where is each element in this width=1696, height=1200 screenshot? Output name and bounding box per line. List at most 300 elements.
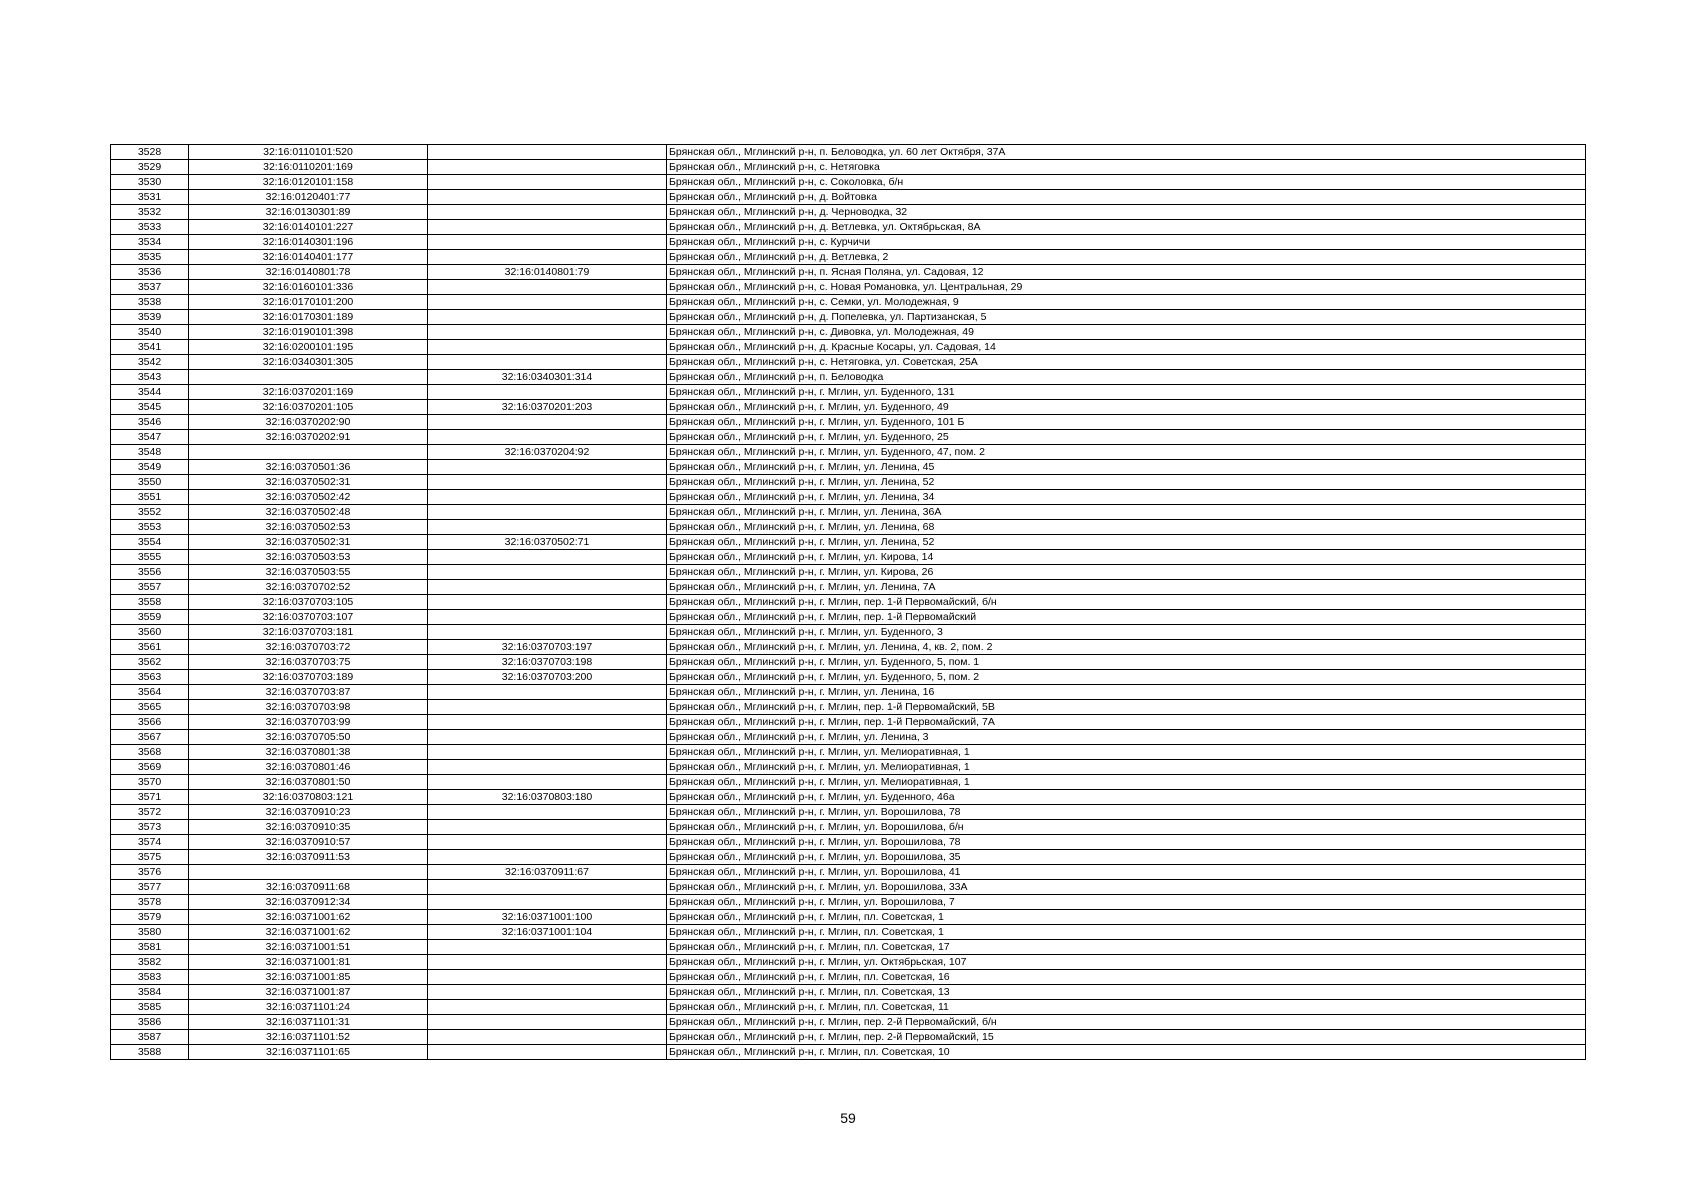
table-row (111, 1045, 1586, 1060)
cadastral-number-cell: 32:16:0140301:196 (189, 235, 428, 250)
address-cell: Брянская обл., Мглинский р-н, г. Мглин, ул. Буденного, 3 (667, 625, 1586, 640)
table-row (111, 415, 1586, 430)
address-cell: Брянская обл., Мглинский р-н, г. Мглин, ул. Ленина, 45 (667, 460, 1586, 475)
row-number-cell: 3554 (111, 535, 189, 550)
linked-cadastral-number-cell (428, 715, 667, 730)
table-row (111, 145, 1586, 160)
address-cell: Брянская обл., Мглинский р-н, г. Мглин, ул. Буденного, 49 (667, 400, 1586, 415)
cadastral-number-cell: 32:16:0200101:195 (189, 340, 428, 355)
table-row (111, 790, 1586, 805)
table-row (111, 430, 1586, 445)
address-cell: Брянская обл., Мглинский р-н, с. Нетяговка (667, 160, 1586, 175)
row-number-cell: 3562 (111, 655, 189, 670)
table-row (111, 640, 1586, 655)
cadastral-number-cell: 32:16:0370703:107 (189, 610, 428, 625)
linked-cadastral-number-cell (428, 430, 667, 445)
row-number-cell: 3577 (111, 880, 189, 895)
table-row (111, 985, 1586, 1000)
table-row (111, 220, 1586, 235)
cadastral-number-cell (189, 370, 428, 385)
table-row (111, 655, 1586, 670)
linked-cadastral-number-cell (428, 190, 667, 205)
table-row (111, 490, 1586, 505)
linked-cadastral-number-cell (428, 340, 667, 355)
table-row (111, 250, 1586, 265)
cadastral-number-cell: 32:16:0370801:46 (189, 760, 428, 775)
table-row (111, 520, 1586, 535)
row-number-cell: 3566 (111, 715, 189, 730)
address-cell: Брянская обл., Мглинский р-н, с. Соколовка, б/н (667, 175, 1586, 190)
cadastral-number-cell: 32:16:0371001:51 (189, 940, 428, 955)
linked-cadastral-number-cell (428, 565, 667, 580)
table-row (111, 805, 1586, 820)
cadastral-number-cell: 32:16:0370201:105 (189, 400, 428, 415)
cadastral-number-cell: 32:16:0370202:91 (189, 430, 428, 445)
cadastral-number-cell (189, 445, 428, 460)
address-cell: Брянская обл., Мглинский р-н, г. Мглин, ул. Ворошилова, 78 (667, 805, 1586, 820)
cadastral-number-cell: 32:16:0370911:53 (189, 850, 428, 865)
table-row (111, 835, 1586, 850)
linked-cadastral-number-cell: 32:16:0370703:198 (428, 655, 667, 670)
linked-cadastral-number-cell (428, 685, 667, 700)
cadastral-number-cell: 32:16:0110101:520 (189, 145, 428, 160)
linked-cadastral-number-cell (428, 745, 667, 760)
cadastral-number-cell: 32:16:0370502:31 (189, 475, 428, 490)
row-number-cell: 3532 (111, 205, 189, 220)
table-row (111, 325, 1586, 340)
address-cell: Брянская обл., Мглинский р-н, г. Мглин, пл. Советская, 16 (667, 970, 1586, 985)
cadastral-number-cell: 32:16:0370703:75 (189, 655, 428, 670)
table-row (111, 715, 1586, 730)
row-number-cell: 3576 (111, 865, 189, 880)
address-cell: Брянская обл., Мглинский р-н, с. Курчичи (667, 235, 1586, 250)
linked-cadastral-number-cell (428, 205, 667, 220)
cadastral-number-cell: 32:16:0370801:50 (189, 775, 428, 790)
table-row (111, 865, 1586, 880)
linked-cadastral-number-cell (428, 385, 667, 400)
table-row (111, 565, 1586, 580)
linked-cadastral-number-cell (428, 895, 667, 910)
row-number-cell: 3573 (111, 820, 189, 835)
linked-cadastral-number-cell (428, 145, 667, 160)
table-row (111, 535, 1586, 550)
address-cell: Брянская обл., Мглинский р-н, г. Мглин, ул. Ленина, 16 (667, 685, 1586, 700)
linked-cadastral-number-cell (428, 490, 667, 505)
address-cell: Брянская обл., Мглинский р-н, г. Мглин, ул. Ворошилова, 33А (667, 880, 1586, 895)
row-number-cell: 3547 (111, 430, 189, 445)
address-cell: Брянская обл., Мглинский р-н, г. Мглин, ул. Ворошилова, б/н (667, 820, 1586, 835)
address-cell: Брянская обл., Мглинский р-н, г. Мглин, ул. Ленина, 36А (667, 505, 1586, 520)
table-row (111, 175, 1586, 190)
address-cell: Брянская обл., Мглинский р-н, д. Красные Косары, ул. Садовая, 14 (667, 340, 1586, 355)
row-number-cell: 3583 (111, 970, 189, 985)
cadastral-number-cell: 32:16:0370910:23 (189, 805, 428, 820)
address-cell: Брянская обл., Мглинский р-н, г. Мглин, ул. Мелиоративная, 1 (667, 745, 1586, 760)
linked-cadastral-number-cell (428, 580, 667, 595)
row-number-cell: 3582 (111, 955, 189, 970)
cadastral-number-cell: 32:16:0370910:35 (189, 820, 428, 835)
page-number: 59 (840, 1110, 856, 1126)
address-cell: Брянская обл., Мглинский р-н, г. Мглин, ул. Кирова, 26 (667, 565, 1586, 580)
table-row (111, 880, 1586, 895)
row-number-cell: 3584 (111, 985, 189, 1000)
cadastral-number-cell: 32:16:0160101:336 (189, 280, 428, 295)
linked-cadastral-number-cell (428, 625, 667, 640)
table-row (111, 400, 1586, 415)
address-cell: Брянская обл., Мглинский р-н, с. Дивовка, ул. Молодежная, 49 (667, 325, 1586, 340)
address-cell: Брянская обл., Мглинский р-н, д. Войтовка (667, 190, 1586, 205)
table-row (111, 670, 1586, 685)
address-cell: Брянская обл., Мглинский р-н, г. Мглин, ул. Ленина, 34 (667, 490, 1586, 505)
linked-cadastral-number-cell: 32:16:0340301:314 (428, 370, 667, 385)
linked-cadastral-number-cell (428, 775, 667, 790)
table-row (111, 445, 1586, 460)
address-cell: Брянская обл., Мглинский р-н, г. Мглин, ул. Ленина, 4, кв. 2, пом. 2 (667, 640, 1586, 655)
linked-cadastral-number-cell (428, 355, 667, 370)
table-row (111, 820, 1586, 835)
cadastral-number-cell: 32:16:0370911:68 (189, 880, 428, 895)
cadastral-number-cell: 32:16:0190101:398 (189, 325, 428, 340)
row-number-cell: 3585 (111, 1000, 189, 1015)
address-cell: Брянская обл., Мглинский р-н, г. Мглин, пер. 1-й Первомайский (667, 610, 1586, 625)
address-cell: Брянская обл., Мглинский р-н, г. Мглин, пл. Советская, 10 (667, 1045, 1586, 1060)
linked-cadastral-number-cell (428, 280, 667, 295)
row-number-cell: 3549 (111, 460, 189, 475)
cadastral-number-cell: 32:16:0170101:200 (189, 295, 428, 310)
cadastral-number-cell: 32:16:0371001:62 (189, 925, 428, 940)
linked-cadastral-number-cell (428, 415, 667, 430)
address-cell: Брянская обл., Мглинский р-н, г. Мглин, ул. Буденного, 5, пом. 1 (667, 655, 1586, 670)
table-row (111, 625, 1586, 640)
row-number-cell: 3587 (111, 1030, 189, 1045)
cadastral-number-cell: 32:16:0370703:181 (189, 625, 428, 640)
cadastral-number-cell: 32:16:0170301:189 (189, 310, 428, 325)
address-cell: Брянская обл., Мглинский р-н, г. Мглин, ул. Кирова, 14 (667, 550, 1586, 565)
linked-cadastral-number-cell (428, 805, 667, 820)
row-number-cell: 3572 (111, 805, 189, 820)
property-table-body (111, 145, 1586, 1060)
address-cell: Брянская обл., Мглинский р-н, д. Ветлевка, 2 (667, 250, 1586, 265)
table-row (111, 895, 1586, 910)
row-number-cell: 3568 (111, 745, 189, 760)
cadastral-number-cell: 32:16:0110201:169 (189, 160, 428, 175)
row-number-cell: 3530 (111, 175, 189, 190)
table-row (111, 235, 1586, 250)
cadastral-number-cell: 32:16:0371001:81 (189, 955, 428, 970)
table-row (111, 940, 1586, 955)
row-number-cell: 3575 (111, 850, 189, 865)
table-row (111, 190, 1586, 205)
cadastral-number-cell: 32:16:0340301:305 (189, 355, 428, 370)
linked-cadastral-number-cell: 32:16:0370911:67 (428, 865, 667, 880)
table-row (111, 730, 1586, 745)
row-number-cell: 3581 (111, 940, 189, 955)
address-cell: Брянская обл., Мглинский р-н, г. Мглин, пер. 1-й Первомайский, б/н (667, 595, 1586, 610)
row-number-cell: 3545 (111, 400, 189, 415)
row-number-cell: 3570 (111, 775, 189, 790)
linked-cadastral-number-cell (428, 520, 667, 535)
row-number-cell: 3571 (111, 790, 189, 805)
cadastral-number-cell: 32:16:0140401:177 (189, 250, 428, 265)
cadastral-number-cell: 32:16:0370703:87 (189, 685, 428, 700)
address-cell: Брянская обл., Мглинский р-н, г. Мглин, ул. Ворошилова, 35 (667, 850, 1586, 865)
address-cell: Брянская обл., Мглинский р-н, г. Мглин, ул. Буденного, 47, пом. 2 (667, 445, 1586, 460)
cadastral-number-cell: 32:16:0370202:90 (189, 415, 428, 430)
cadastral-number-cell: 32:16:0370503:53 (189, 550, 428, 565)
linked-cadastral-number-cell (428, 220, 667, 235)
table-row (111, 745, 1586, 760)
address-cell: Брянская обл., Мглинский р-н, г. Мглин, ул. Октябрьская, 107 (667, 955, 1586, 970)
cadastral-number-cell: 32:16:0130301:89 (189, 205, 428, 220)
cadastral-number-cell: 32:16:0370501:36 (189, 460, 428, 475)
row-number-cell: 3546 (111, 415, 189, 430)
row-number-cell: 3543 (111, 370, 189, 385)
cadastral-number-cell: 32:16:0371101:52 (189, 1030, 428, 1045)
linked-cadastral-number-cell (428, 940, 667, 955)
linked-cadastral-number-cell: 32:16:0370502:71 (428, 535, 667, 550)
address-cell: Брянская обл., Мглинский р-н, г. Мглин, пл. Советская, 1 (667, 910, 1586, 925)
row-number-cell: 3534 (111, 235, 189, 250)
row-number-cell: 3539 (111, 310, 189, 325)
linked-cadastral-number-cell (428, 235, 667, 250)
cadastral-number-cell: 32:16:0370702:52 (189, 580, 428, 595)
address-cell: Брянская обл., Мглинский р-н, г. Мглин, пер. 1-й Первомайский, 5В (667, 700, 1586, 715)
linked-cadastral-number-cell (428, 1030, 667, 1045)
table-row (111, 580, 1586, 595)
table-row (111, 955, 1586, 970)
row-number-cell: 3578 (111, 895, 189, 910)
row-number-cell: 3552 (111, 505, 189, 520)
table-row (111, 265, 1586, 280)
linked-cadastral-number-cell (428, 880, 667, 895)
address-cell: Брянская обл., Мглинский р-н, д. Черноводка, 32 (667, 205, 1586, 220)
address-cell: Брянская обл., Мглинский р-н, г. Мглин, ул. Ворошилова, 7 (667, 895, 1586, 910)
linked-cadastral-number-cell (428, 250, 667, 265)
cadastral-number-cell: 32:16:0370705:50 (189, 730, 428, 745)
table-row (111, 610, 1586, 625)
row-number-cell: 3533 (111, 220, 189, 235)
table-row (111, 460, 1586, 475)
row-number-cell: 3528 (111, 145, 189, 160)
table-row (111, 355, 1586, 370)
linked-cadastral-number-cell (428, 325, 667, 340)
cadastral-number-cell: 32:16:0370912:34 (189, 895, 428, 910)
address-cell: Брянская обл., Мглинский р-н, г. Мглин, ул. Мелиоративная, 1 (667, 775, 1586, 790)
table-row (111, 160, 1586, 175)
row-number-cell: 3542 (111, 355, 189, 370)
cadastral-number-cell: 32:16:0370703:189 (189, 670, 428, 685)
row-number-cell: 3561 (111, 640, 189, 655)
address-cell: Брянская обл., Мглинский р-н, д. Попелевка, ул. Партизанская, 5 (667, 310, 1586, 325)
row-number-cell: 3555 (111, 550, 189, 565)
table-row (111, 340, 1586, 355)
cadastral-number-cell: 32:16:0370502:48 (189, 505, 428, 520)
row-number-cell: 3580 (111, 925, 189, 940)
table-row (111, 970, 1586, 985)
table-row (111, 775, 1586, 790)
row-number-cell: 3537 (111, 280, 189, 295)
row-number-cell: 3563 (111, 670, 189, 685)
address-cell: Брянская обл., Мглинский р-н, г. Мглин, ул. Ленина, 52 (667, 535, 1586, 550)
linked-cadastral-number-cell (428, 700, 667, 715)
row-number-cell: 3531 (111, 190, 189, 205)
row-number-cell: 3558 (111, 595, 189, 610)
row-number-cell: 3574 (111, 835, 189, 850)
table-row (111, 205, 1586, 220)
address-cell: Брянская обл., Мглинский р-н, г. Мглин, ул. Буденного, 46а (667, 790, 1586, 805)
cadastral-number-cell: 32:16:0371101:31 (189, 1015, 428, 1030)
cadastral-number-cell: 32:16:0370910:57 (189, 835, 428, 850)
cadastral-number-cell: 32:16:0370801:38 (189, 745, 428, 760)
table-row (111, 475, 1586, 490)
table-row (111, 370, 1586, 385)
address-cell: Брянская обл., Мглинский р-н, г. Мглин, пл. Советская, 11 (667, 1000, 1586, 1015)
row-number-cell: 3553 (111, 520, 189, 535)
table-row (111, 1015, 1586, 1030)
cadastral-number-cell: 32:16:0370502:53 (189, 520, 428, 535)
cadastral-number-cell: 32:16:0371001:85 (189, 970, 428, 985)
row-number-cell: 3548 (111, 445, 189, 460)
cadastral-number-cell: 32:16:0140101:227 (189, 220, 428, 235)
row-number-cell: 3541 (111, 340, 189, 355)
cadastral-number-cell: 32:16:0120401:77 (189, 190, 428, 205)
cadastral-number-cell: 32:16:0370703:99 (189, 715, 428, 730)
linked-cadastral-number-cell (428, 295, 667, 310)
table-row (111, 505, 1586, 520)
linked-cadastral-number-cell (428, 850, 667, 865)
linked-cadastral-number-cell: 32:16:0370703:197 (428, 640, 667, 655)
address-cell: Брянская обл., Мглинский р-н, г. Мглин, ул. Ленина, 3 (667, 730, 1586, 745)
address-cell: Брянская обл., Мглинский р-н, г. Мглин, ул. Буденного, 5, пом. 2 (667, 670, 1586, 685)
row-number-cell: 3535 (111, 250, 189, 265)
row-number-cell: 3529 (111, 160, 189, 175)
address-cell: Брянская обл., Мглинский р-н, г. Мглин, ул. Ворошилова, 41 (667, 865, 1586, 880)
address-cell: Брянская обл., Мглинский р-н, г. Мглин, ул. Буденного, 131 (667, 385, 1586, 400)
cadastral-number-cell: 32:16:0371101:24 (189, 1000, 428, 1015)
row-number-cell: 3565 (111, 700, 189, 715)
address-cell: Брянская обл., Мглинский р-н, с. Новая Романовка, ул. Центральная, 29 (667, 280, 1586, 295)
address-cell: Брянская обл., Мглинский р-н, д. Ветлевка, ул. Октябрьская, 8А (667, 220, 1586, 235)
linked-cadastral-number-cell (428, 610, 667, 625)
linked-cadastral-number-cell (428, 970, 667, 985)
table-row (111, 295, 1586, 310)
row-number-cell: 3588 (111, 1045, 189, 1060)
linked-cadastral-number-cell (428, 835, 667, 850)
cadastral-number-cell: 32:16:0120101:158 (189, 175, 428, 190)
row-number-cell: 3586 (111, 1015, 189, 1030)
linked-cadastral-number-cell (428, 1000, 667, 1015)
address-cell: Брянская обл., Мглинский р-н, с. Семки, ул. Молодежная, 9 (667, 295, 1586, 310)
row-number-cell: 3544 (111, 385, 189, 400)
linked-cadastral-number-cell (428, 460, 667, 475)
linked-cadastral-number-cell (428, 505, 667, 520)
table-row (111, 280, 1586, 295)
address-cell: Брянская обл., Мглинский р-н, г. Мглин, пл. Советская, 17 (667, 940, 1586, 955)
row-number-cell: 3559 (111, 610, 189, 625)
linked-cadastral-number-cell: 32:16:0370201:203 (428, 400, 667, 415)
table-row (111, 385, 1586, 400)
table-row (111, 910, 1586, 925)
address-cell: Брянская обл., Мглинский р-н, с. Нетяговка, ул. Советская, 25А (667, 355, 1586, 370)
row-number-cell: 3540 (111, 325, 189, 340)
address-cell: Брянская обл., Мглинский р-н, г. Мглин, ул. Ленина, 68 (667, 520, 1586, 535)
cadastral-number-cell: 32:16:0370502:42 (189, 490, 428, 505)
address-cell: Брянская обл., Мглинский р-н, г. Мглин, пер. 2-й Первомайский, б/н (667, 1015, 1586, 1030)
address-cell: Брянская обл., Мглинский р-н, г. Мглин, ул. Буденного, 25 (667, 430, 1586, 445)
address-cell: Брянская обл., Мглинский р-н, г. Мглин, пер. 2-й Первомайский, 15 (667, 1030, 1586, 1045)
linked-cadastral-number-cell: 32:16:0140801:79 (428, 265, 667, 280)
address-cell: Брянская обл., Мглинский р-н, п. Ясная Поляна, ул. Садовая, 12 (667, 265, 1586, 280)
linked-cadastral-number-cell (428, 1015, 667, 1030)
cadastral-number-cell: 32:16:0370703:72 (189, 640, 428, 655)
row-number-cell: 3536 (111, 265, 189, 280)
row-number-cell: 3538 (111, 295, 189, 310)
cadastral-number-cell: 32:16:0370502:31 (189, 535, 428, 550)
address-cell: Брянская обл., Мглинский р-н, г. Мглин, ул. Буденного, 101 Б (667, 415, 1586, 430)
address-cell: Брянская обл., Мглинский р-н, г. Мглин, ул. Мелиоративная, 1 (667, 760, 1586, 775)
address-cell: Брянская обл., Мглинский р-н, п. Беловодка (667, 370, 1586, 385)
linked-cadastral-number-cell: 32:16:0371001:104 (428, 925, 667, 940)
linked-cadastral-number-cell (428, 475, 667, 490)
table-row (111, 850, 1586, 865)
linked-cadastral-number-cell: 32:16:0371001:100 (428, 910, 667, 925)
linked-cadastral-number-cell (428, 760, 667, 775)
table-row (111, 595, 1586, 610)
address-cell: Брянская обл., Мглинский р-н, г. Мглин, ул. Ворошилова, 78 (667, 835, 1586, 850)
table-row (111, 700, 1586, 715)
table-row (111, 550, 1586, 565)
cadastral-number-cell: 32:16:0370201:169 (189, 385, 428, 400)
cadastral-number-cell: 32:16:0371001:62 (189, 910, 428, 925)
row-number-cell: 3556 (111, 565, 189, 580)
row-number-cell: 3579 (111, 910, 189, 925)
linked-cadastral-number-cell: 32:16:0370703:200 (428, 670, 667, 685)
cadastral-number-cell: 32:16:0140801:78 (189, 265, 428, 280)
row-number-cell: 3557 (111, 580, 189, 595)
cadastral-number-cell (189, 865, 428, 880)
table-row (111, 1000, 1586, 1015)
cadastral-number-cell: 32:16:0371001:87 (189, 985, 428, 1000)
cadastral-number-cell: 32:16:0370703:105 (189, 595, 428, 610)
linked-cadastral-number-cell (428, 820, 667, 835)
linked-cadastral-number-cell (428, 175, 667, 190)
table-row (111, 685, 1586, 700)
address-cell: Брянская обл., Мглинский р-н, г. Мглин, пл. Советская, 13 (667, 985, 1586, 1000)
row-number-cell: 3564 (111, 685, 189, 700)
table-row (111, 1030, 1586, 1045)
address-cell: Брянская обл., Мглинский р-н, г. Мглин, ул. Ленина, 7А (667, 580, 1586, 595)
address-cell: Брянская обл., Мглинский р-н, г. Мглин, ул. Ленина, 52 (667, 475, 1586, 490)
row-number-cell: 3569 (111, 760, 189, 775)
cadastral-number-cell: 32:16:0370703:98 (189, 700, 428, 715)
linked-cadastral-number-cell (428, 310, 667, 325)
linked-cadastral-number-cell (428, 730, 667, 745)
address-cell: Брянская обл., Мглинский р-н, г. Мглин, пер. 1-й Первомайский, 7А (667, 715, 1586, 730)
address-cell: Брянская обл., Мглинский р-н, г. Мглин, пл. Советская, 1 (667, 925, 1586, 940)
row-number-cell: 3551 (111, 490, 189, 505)
linked-cadastral-number-cell (428, 985, 667, 1000)
table-row (111, 925, 1586, 940)
linked-cadastral-number-cell (428, 160, 667, 175)
address-cell: Брянская обл., Мглинский р-н, п. Беловодка, ул. 60 лет Октября, 37А (667, 145, 1586, 160)
cadastral-number-cell: 32:16:0370803:121 (189, 790, 428, 805)
cadastral-number-cell: 32:16:0370503:55 (189, 565, 428, 580)
linked-cadastral-number-cell (428, 550, 667, 565)
linked-cadastral-number-cell (428, 1045, 667, 1060)
table-row (111, 760, 1586, 775)
linked-cadastral-number-cell: 32:16:0370803:180 (428, 790, 667, 805)
table-row (111, 310, 1586, 325)
